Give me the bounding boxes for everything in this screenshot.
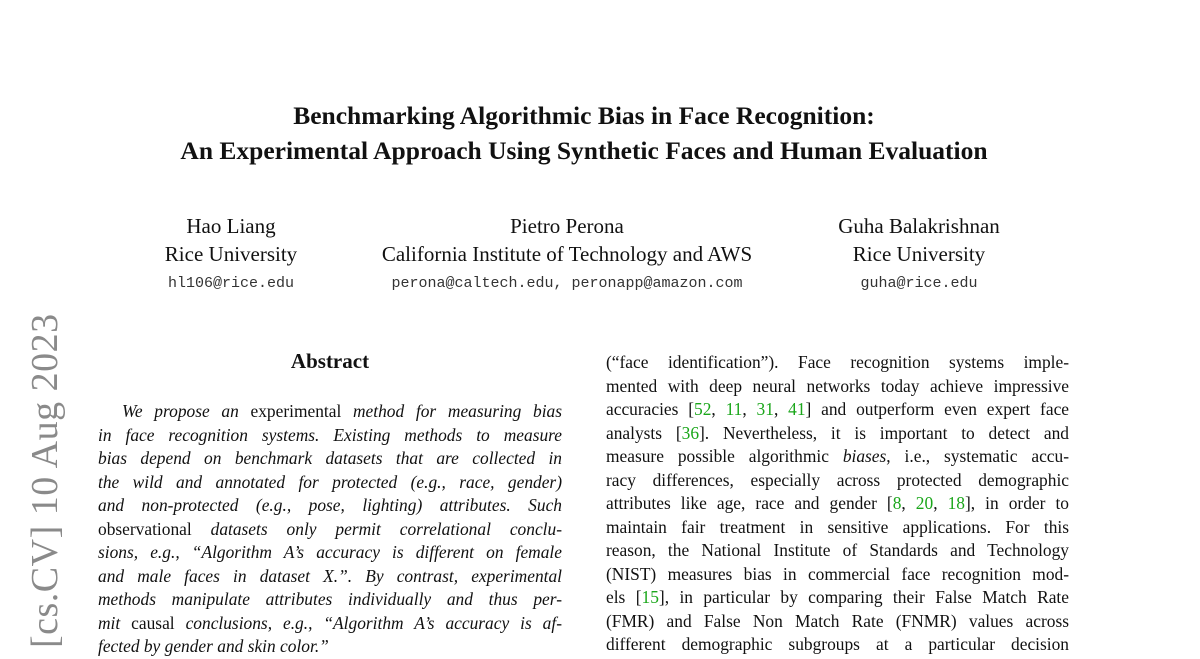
citation-link[interactable]: 31 xyxy=(756,399,774,419)
text-line xyxy=(606,445,1069,469)
text-line xyxy=(606,563,1069,587)
text-run: datasets only permit correlational conclu- xyxy=(210,518,562,539)
text-line xyxy=(98,424,562,448)
text-line xyxy=(606,398,1069,422)
citation-link[interactable]: 20 xyxy=(915,493,934,513)
text-line xyxy=(606,633,1069,657)
text-line xyxy=(606,375,1069,399)
text-run: methods manipulate attributes individually and thus per- xyxy=(98,589,562,609)
text-line xyxy=(98,494,562,518)
paper-title xyxy=(0,98,1168,168)
citation-link[interactable]: 36 xyxy=(681,422,700,443)
text-line xyxy=(98,565,562,589)
citation-link[interactable]: 11 xyxy=(725,399,743,419)
paper-title-line-1: Benchmarking Algorithmic Bias in Face Recognition: xyxy=(293,101,875,130)
text-run: ]. Nevertheless, it is important to detect and xyxy=(699,422,1069,443)
text-run: causal xyxy=(131,612,186,633)
text-run: (FMR) and False Non Match Rate (FNMR) values across xyxy=(606,610,1069,631)
text-line xyxy=(98,447,562,471)
text-line xyxy=(606,610,1069,634)
text-run: accuracies [ xyxy=(606,399,695,419)
text-line xyxy=(98,518,562,542)
text-run: ] and outperform even expert face xyxy=(805,399,1070,419)
text-run: , xyxy=(773,399,789,419)
author-email: perona@caltech.edu, peronapp@amazon.com xyxy=(391,275,743,292)
citation-link[interactable]: 15 xyxy=(641,587,659,607)
text-run: biases xyxy=(842,446,887,466)
text-run: the wild and annotated for protected (e.g., race, gender) xyxy=(98,471,562,492)
text-run: experimental xyxy=(250,401,353,421)
text-run: ], in particular by comparing their False Match Rate xyxy=(658,587,1069,607)
text-run: racy differences, especially across protected demographic xyxy=(606,469,1069,490)
author-name: Pietro Perona xyxy=(510,214,624,238)
text-run: method for measuring bias xyxy=(352,401,562,421)
text-run: analysts [ xyxy=(606,422,682,443)
text-run: sions, e.g., “Algorithm A’s accuracy is different on female xyxy=(98,542,562,562)
text-line xyxy=(98,612,562,636)
text-run: , xyxy=(901,493,916,513)
author-block-3 xyxy=(818,212,1020,300)
author-affiliation: Rice University xyxy=(164,242,298,266)
text-run: els [ xyxy=(606,587,642,607)
text-run: , xyxy=(742,399,757,419)
text-run: , i.e., systematic accu- xyxy=(886,446,1069,466)
text-line xyxy=(98,471,562,495)
citation-link[interactable]: 18 xyxy=(947,493,965,513)
text-line xyxy=(606,469,1069,493)
text-line xyxy=(606,422,1069,446)
author-email: hl106@rice.edu xyxy=(167,275,295,292)
text-run: fected by gender and skin color.” xyxy=(98,636,329,656)
citation-link[interactable]: 41 xyxy=(788,399,806,419)
author-name: Hao Liang xyxy=(186,214,276,238)
text-run: , xyxy=(711,399,726,419)
text-run: (“face identification”). Face recognition systems imple- xyxy=(606,352,1069,372)
citation-link[interactable]: 8 xyxy=(892,493,902,513)
text-line xyxy=(606,586,1069,610)
arxiv-side-label: [cs.CV] 10 Aug 2023 xyxy=(24,313,66,648)
citation-link[interactable]: 52 xyxy=(694,399,712,419)
text-run: different demographic subgroups at a particular decision xyxy=(606,634,1069,654)
text-run: mented with deep neural networks today achieve impressive xyxy=(606,375,1069,396)
text-run: measure possible algorithmic xyxy=(606,446,843,466)
paper-title-line-2: An Experimental Approach Using Synthetic Faces and Human Evaluation xyxy=(180,136,988,165)
author-affiliation: California Institute of Technology and AWS xyxy=(381,242,753,266)
introduction-body-text xyxy=(606,351,1069,657)
abstract-heading: Abstract xyxy=(290,349,370,373)
text-run: (NIST) measures bias in commercial face recognition mod- xyxy=(606,563,1069,584)
text-run: reason, the National Institute of Standards and Technology xyxy=(606,540,1069,560)
text-run: and male faces in dataset X.”. By contrast, experimental xyxy=(98,565,562,586)
abstract-body xyxy=(98,400,562,659)
text-run: ], in order to xyxy=(964,493,1069,513)
author-block-1 xyxy=(150,212,312,300)
text-line xyxy=(98,400,562,424)
text-run: in face recognition systems. Existing methods to measure xyxy=(98,424,562,445)
text-line xyxy=(98,541,562,565)
text-run: attributes like age, race and gender [ xyxy=(606,493,893,513)
text-line xyxy=(606,351,1069,375)
text-run: , xyxy=(933,493,948,513)
text-run: mit xyxy=(98,612,132,633)
text-run: conclusions, e.g., “Algorithm A’s accuracy is af- xyxy=(185,612,562,633)
text-line xyxy=(606,492,1069,516)
text-line xyxy=(98,588,562,612)
text-run: bias depend on benchmark datasets that are collected in xyxy=(98,448,562,468)
author-affiliation: Rice University xyxy=(852,242,986,266)
author-name: Guha Balakrishnan xyxy=(838,214,1000,238)
text-run: maintain fair treatment in sensitive applications. For this xyxy=(606,516,1069,537)
text-run: We propose an xyxy=(122,401,251,421)
author-email: guha@rice.edu xyxy=(860,275,978,292)
text-run: and non-protected (e.g., pose, lighting) attributes. Such xyxy=(98,495,562,515)
text-line xyxy=(98,635,562,659)
text-run: observational xyxy=(98,518,211,539)
author-block-2 xyxy=(350,212,784,300)
text-line xyxy=(606,516,1069,540)
text-line xyxy=(606,539,1069,563)
